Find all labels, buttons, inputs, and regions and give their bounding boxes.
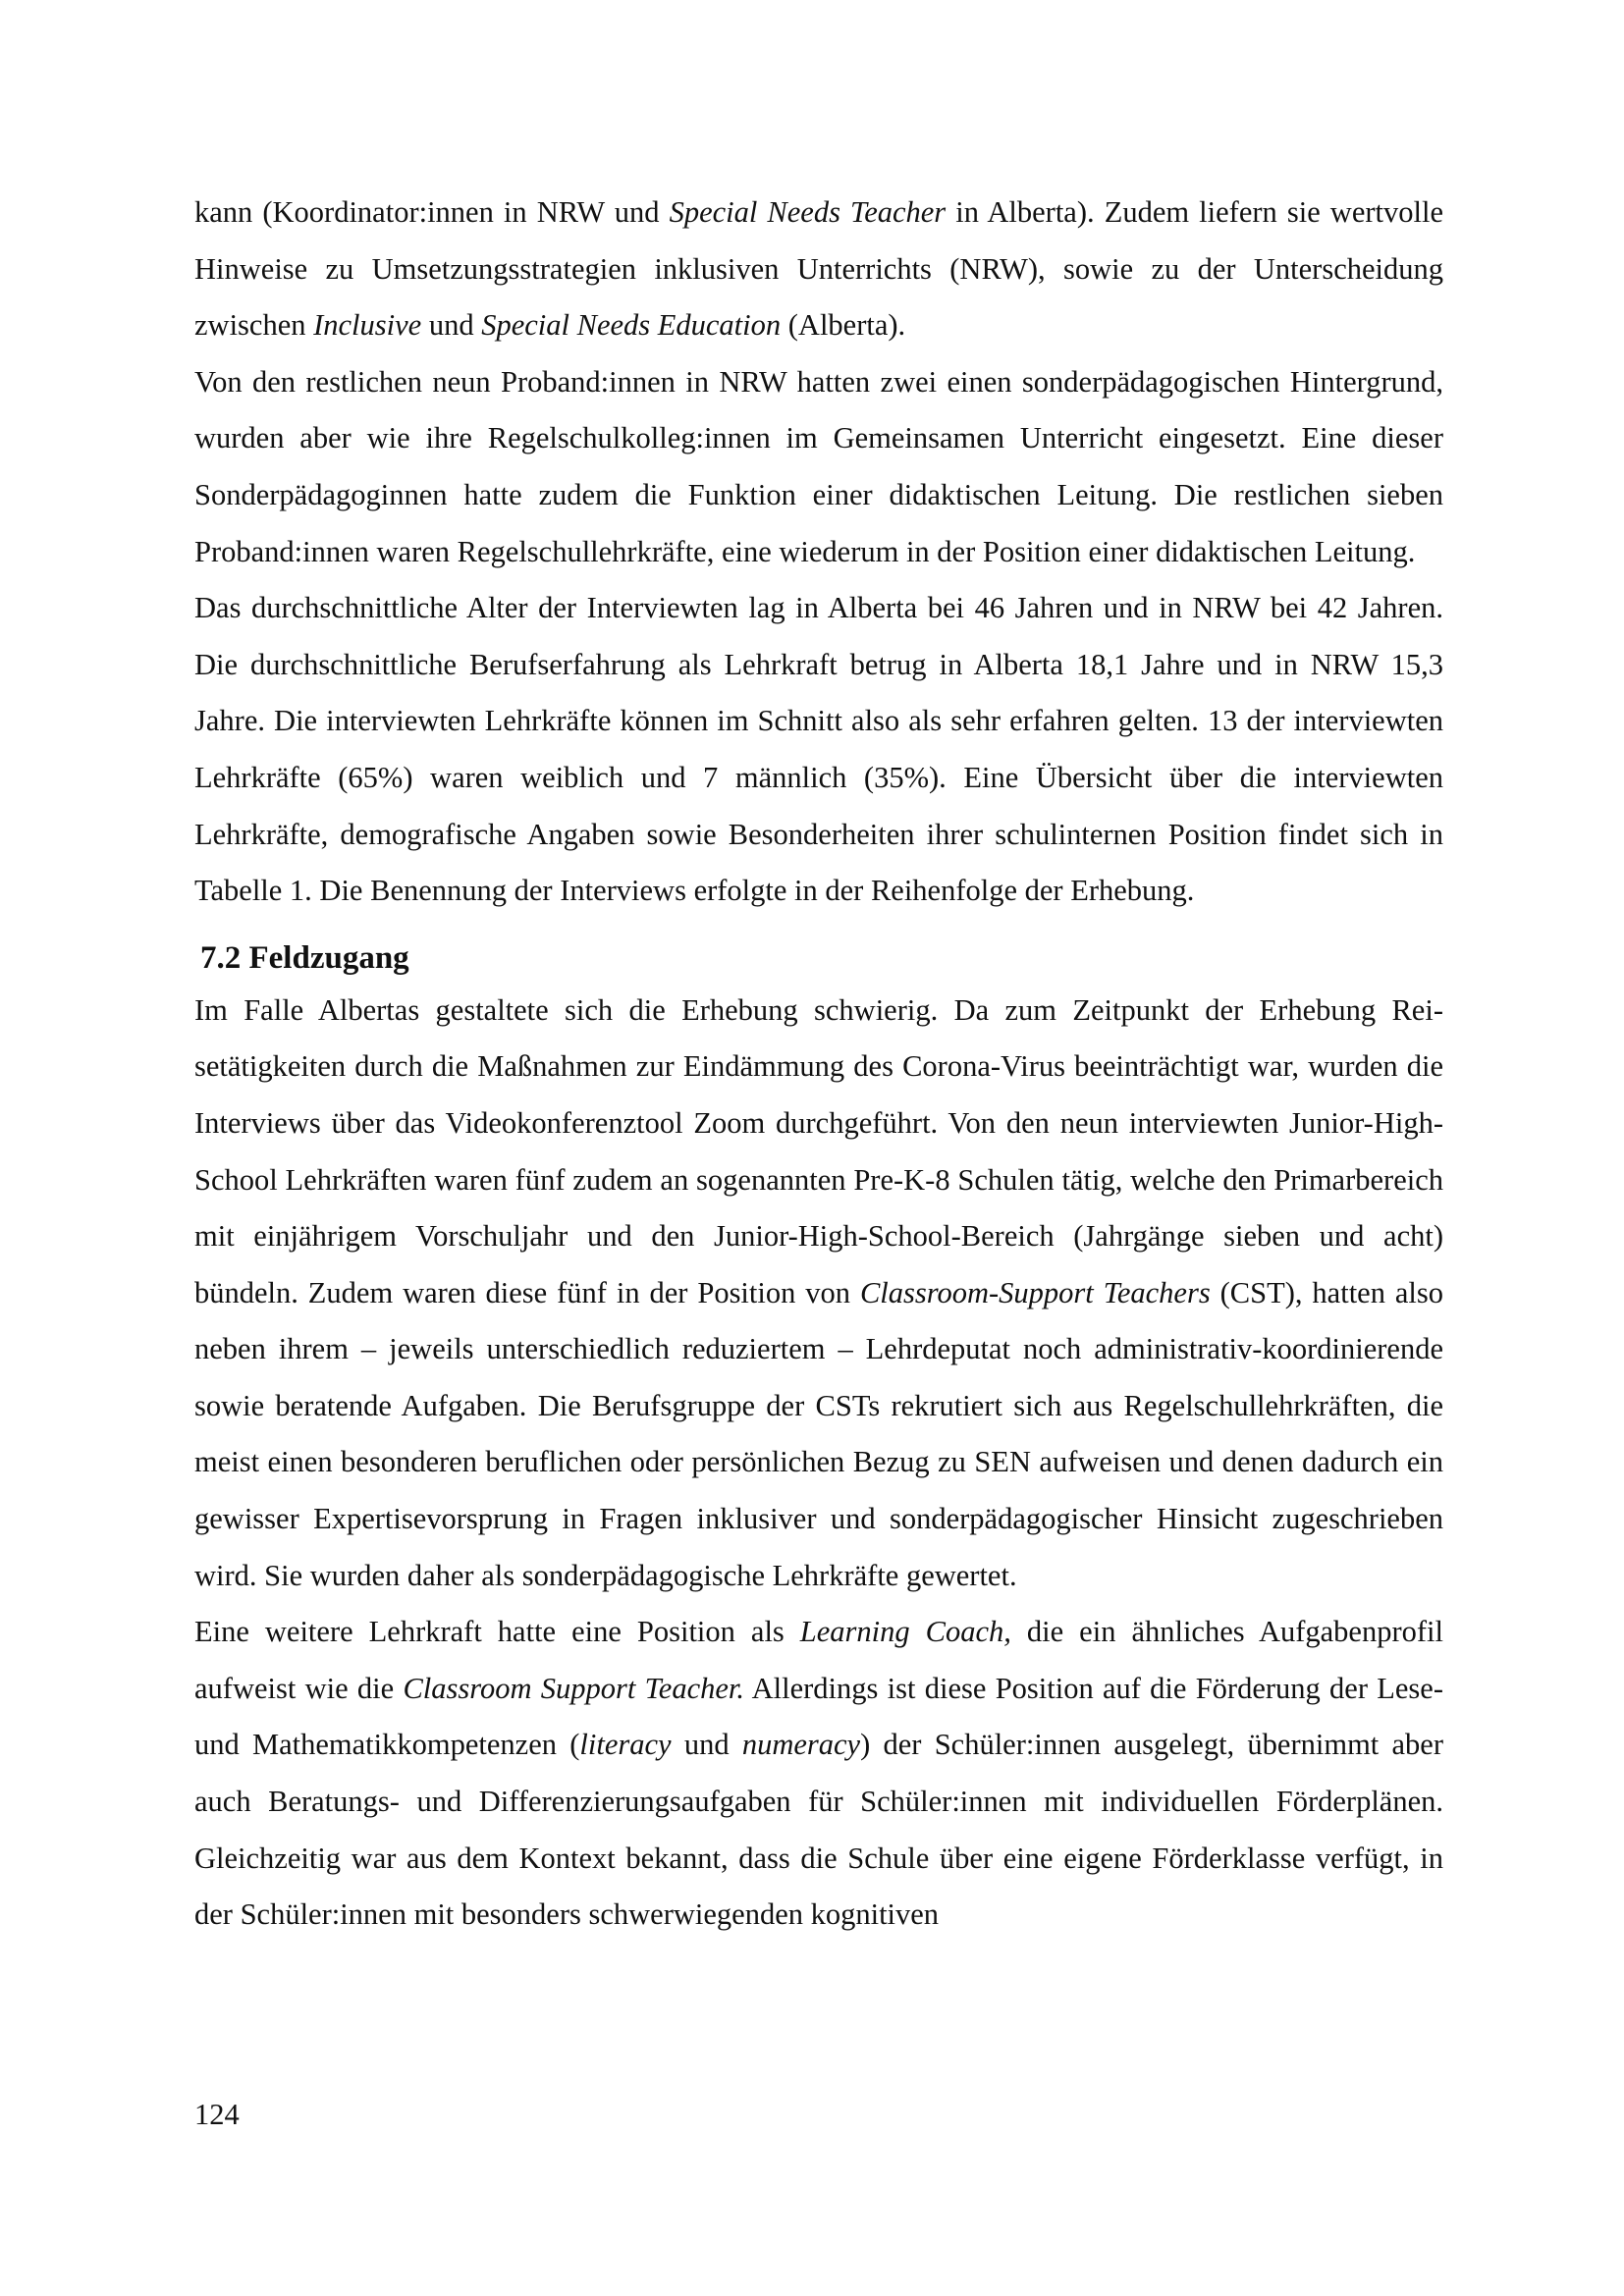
text-run: die ein ähnliches Aufgabenprofil aufweist wie die [194, 1615, 1443, 1705]
italic-term: Special Needs Education [481, 308, 782, 343]
paragraph [194, 354, 1443, 580]
text-run: Allerdings ist diese Position auf die Förderung der Lese- und Mathematikkompetenzen ( [194, 1671, 1443, 1762]
text-run: Eine weitere Lehrkraft hatte eine Position als [194, 1615, 800, 1649]
text-run: ) der Schüler:innen ausgelegt, übernimmt aber auch Beratungs- und Differenzierungsaufgaben für Schüler:innen mit individuellen Förderplänen. Gleichzeitig war aus dem Kontext bekannt, dass die Schule über eine eigene Förderklasse verfügt, in der Schüler:innen mit besonders schwerwiegenden kognitiven [194, 1728, 1443, 1932]
italic-term: Classroom Support Teacher. [403, 1671, 745, 1705]
paragraph-group-feldzugang [194, 983, 1443, 1944]
text-run: in Alberta). Zudem liefern sie wertvolle Hinweise zu Umsetzungsstrategien inklusiven Unterrichts (NRW), sowie zu der Unterscheidung zwischen [194, 195, 1443, 343]
text-run: Im Falle Albertas gestaltete sich die Erhebung schwierig. Da zum Zeitpunkt der Erhebung Reisetätigkeiten durch die Maßnahmen zur Eindämmung des Corona-Virus beeinträchtigt war, wurden die Interviews über das Videokonferenztool Zoom durchgeführt. Von den neun interviewten Junior-High-School Lehrkräften waren fünf zudem an sogenannten Pre-K-8 Schulen tätig, welche den Primarbereich mit einjährigem Vorschuljahr und den Junior-High-School-Bereich (Jahrgänge sieben und acht) bündeln. Zudem waren diese fünf in der Position von [194, 992, 1443, 1309]
italic-term: Classroom-Support Teachers [859, 1275, 1211, 1309]
page-number: 124 [194, 2098, 240, 2131]
body-text [194, 185, 1443, 1944]
text-run: Das durchschnittliche Alter der Interviewten lag in Alberta bei 46 Jahren und in NRW bei 42 Jahren. Die durchschnittliche Berufserfahrung als Lehrkraft betrug in Alberta 18,1 Jahre und in NRW 15,3 Jahre. Die interviewten Lehrkräfte können im Schnitt also als sehr erfahren gelten. 13 der interviewten Lehrkräfte (65%) waren weiblich und 7 männlich (35%). Eine Übersicht über die interviewten Lehrkräfte, demografische Angaben sowie Besonderheiten ihrer schulinternen Position findet sich in Tabelle 1. Die Benennung der Interviews erfolgte in der Reihenfolge der Erhebung. [194, 591, 1443, 908]
text-run: (CST), hatten also neben ihrem – jeweils unterschiedlich reduziertem – Lehrdeputat noch administrativ-koordinierende sowie beratende Aufgaben. Die Berufsgruppe der CSTs rekrutiert sich aus Regelschullehrkräften, die meist einen besonderen beruflichen oder persönlichen Bezug zu SEN aufweisen und denen dadurch ein gewisser Expertisevorsprung in Fragen inklusiver und sonderpädagogischer Hinsicht zugeschrieben wird. Sie wurden daher als sonderpädagogische Lehrkräfte gewertet. [194, 1275, 1443, 1592]
italic-term: Inclusive [313, 308, 422, 343]
text-run: kann (Koordinator:innen in NRW und [194, 195, 670, 229]
italic-term: numeracy [741, 1728, 861, 1762]
text-run: und [421, 308, 482, 343]
text-run: Von den restlichen neun Proband:innen in NRW hatten zwei einen sonderpädagogischen Hintergrund, wurden aber wie ihre Regelschulkolleg:innen im Gemeinsamen Unterricht eingesetzt. Eine dieser Sonderpädagoginnen hatte zudem die Funktion einer didaktischen Leitung. Die restlichen sieben Proband:innen waren Regelschullehrkräfte, eine wiederum in der Position einer didaktischen Leitung. [194, 364, 1443, 568]
paragraph [194, 983, 1443, 1605]
section-heading: 7.2 Feldzugang [200, 939, 409, 976]
text-run: (Alberta). [781, 308, 906, 343]
italic-term: literacy [579, 1728, 672, 1762]
paragraph [194, 580, 1443, 920]
italic-term: Learning Coach, [799, 1615, 1011, 1649]
text-run: und [671, 1728, 742, 1762]
paragraph [194, 185, 1443, 354]
italic-term: Special Needs Teacher [669, 195, 947, 229]
paragraph [194, 1604, 1443, 1944]
paragraph-group-intro [194, 185, 1443, 920]
